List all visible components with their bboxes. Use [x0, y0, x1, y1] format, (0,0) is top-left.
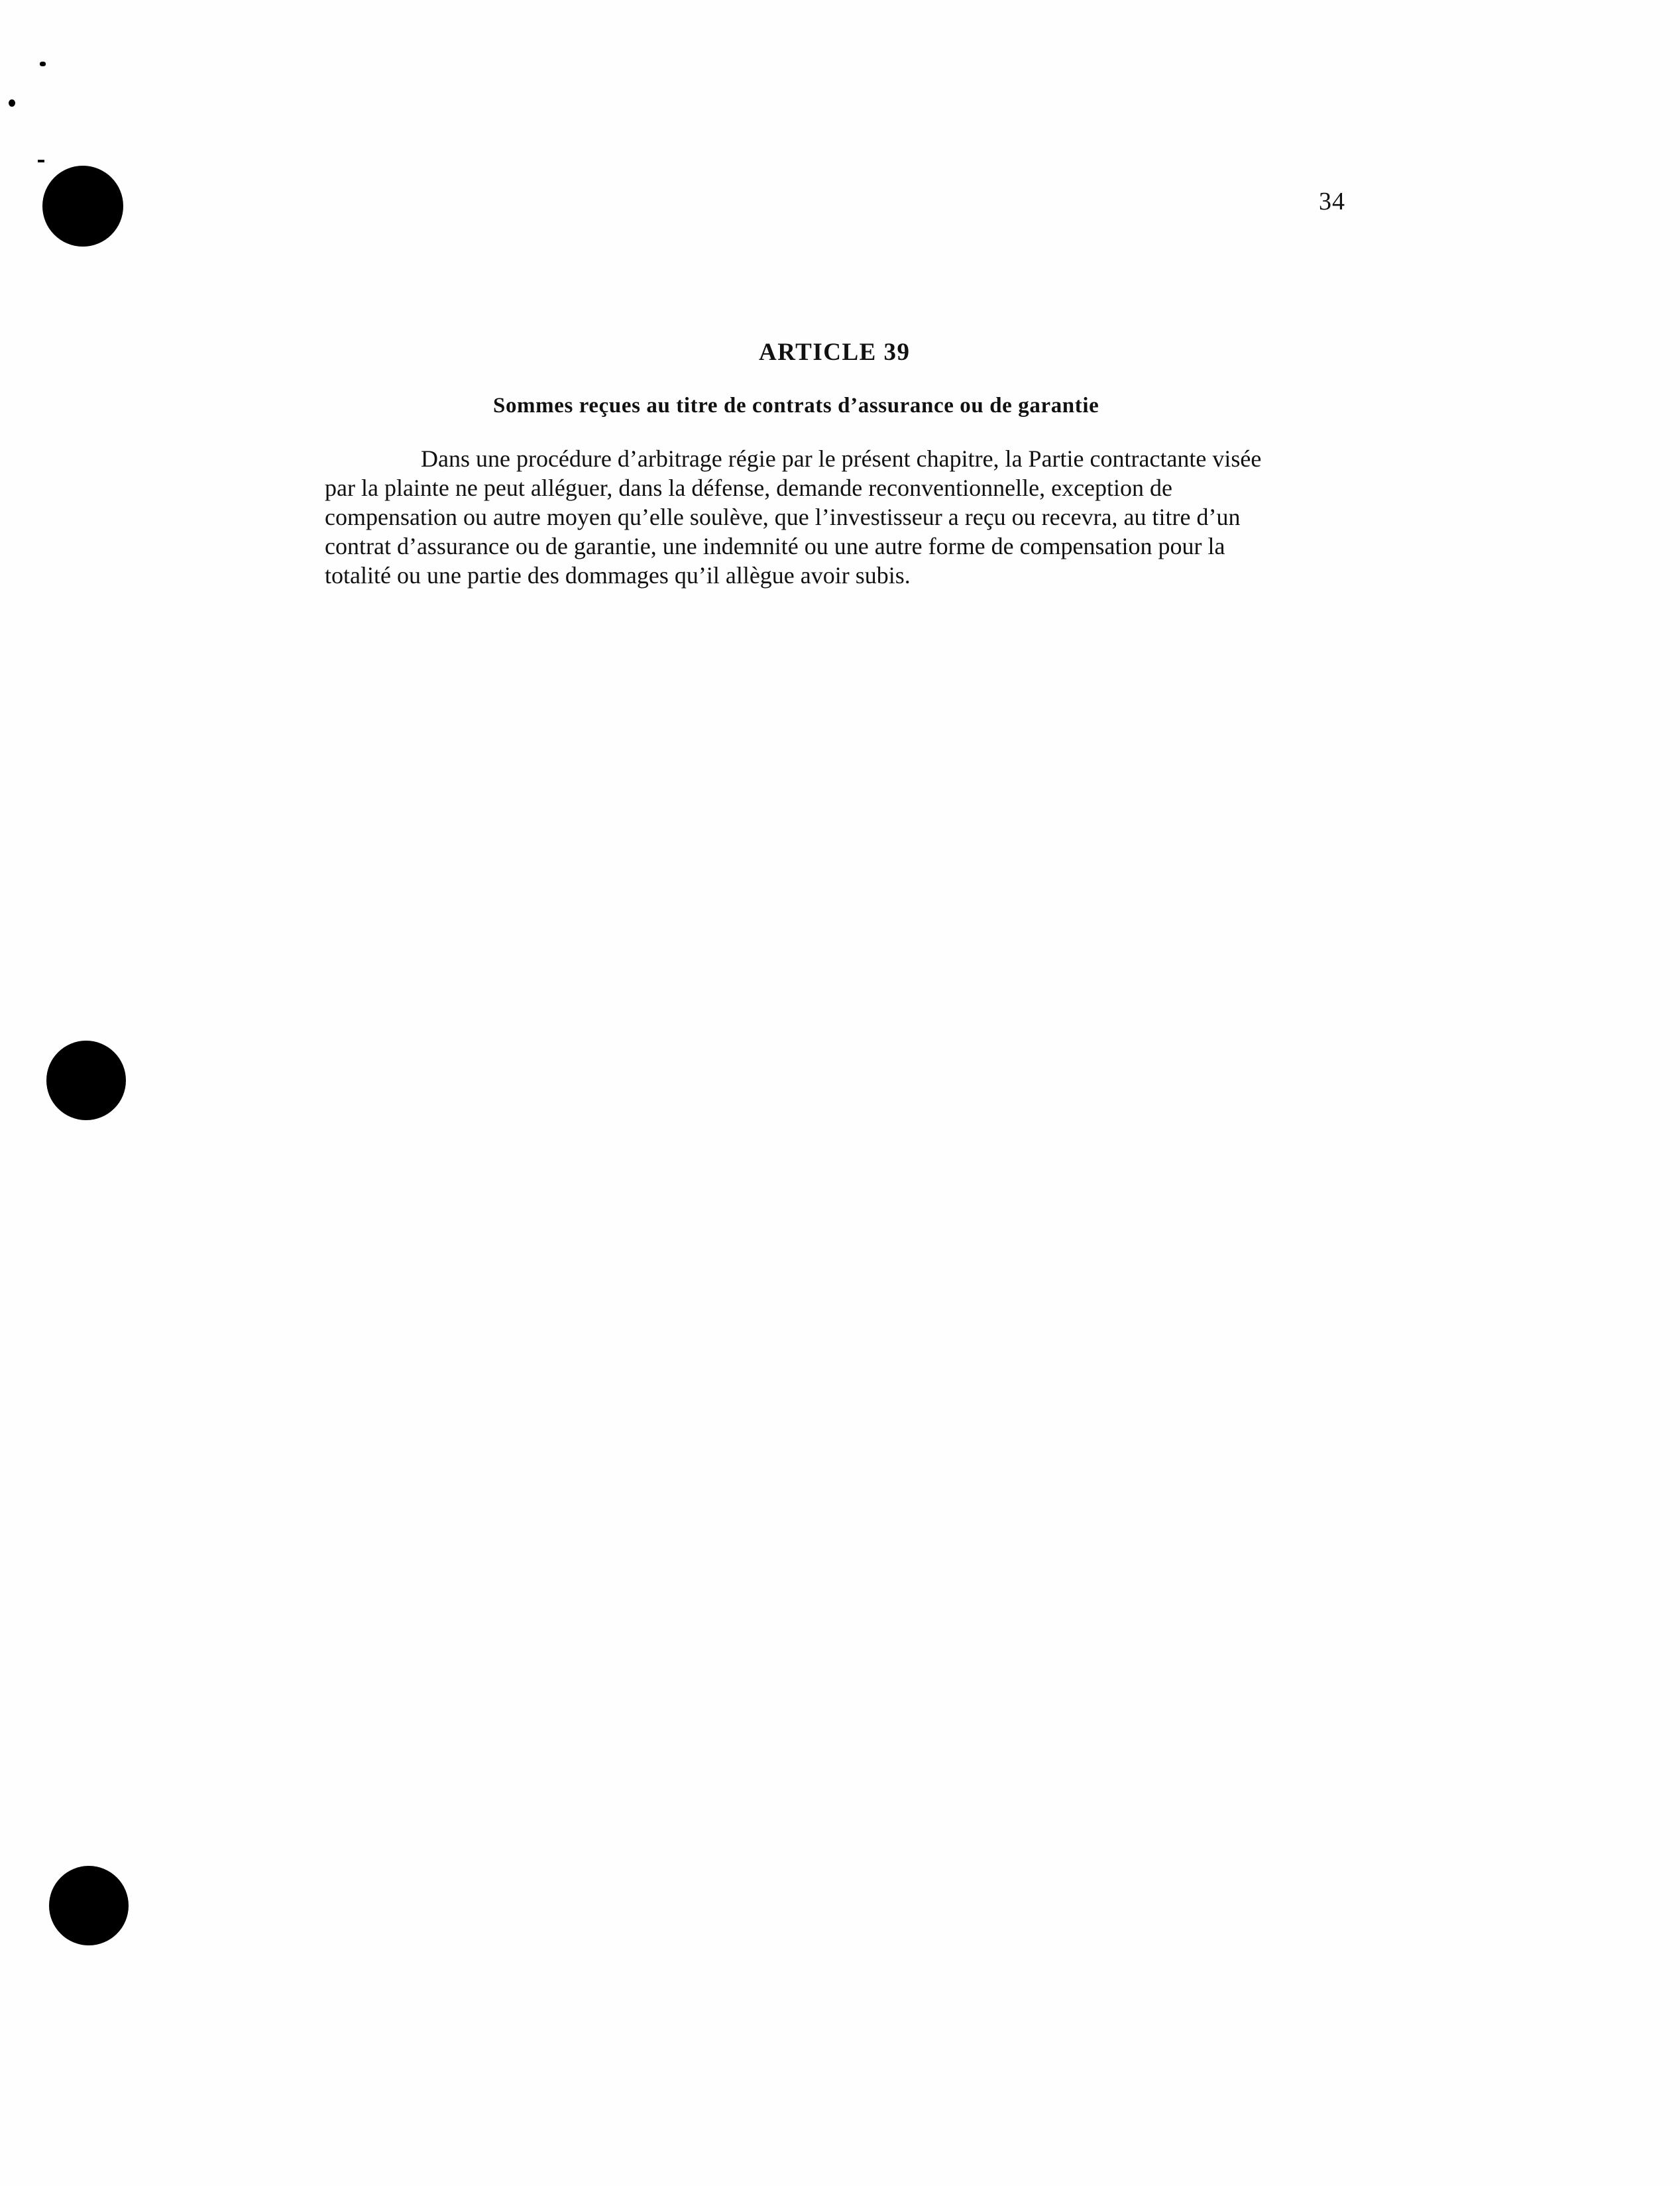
body-line: compensation ou autre moyen qu’elle soulève, que l’investisseur a reçu ou recevra, au titre d’un	[325, 504, 1241, 530]
scan-speck	[38, 160, 44, 162]
scan-speck	[40, 62, 46, 66]
article-title: Sommes reçues au titre de contrats d’assurance ou de garantie	[493, 394, 1099, 418]
body-line: totalité ou une partie des dommages qu’il allègue avoir subis.	[325, 562, 911, 589]
punch-hole-middle	[46, 1041, 126, 1120]
punch-hole-top	[42, 166, 123, 247]
article-heading: ARTICLE 39	[759, 339, 911, 366]
body-line: par la plainte ne peut alléguer, dans la défense, demande reconventionnelle, exception de	[325, 475, 1173, 501]
page-number: 34	[1319, 188, 1345, 215]
body-line: contrat d’assurance ou de garantie, une indemnité ou une autre forme de compensation pour la	[325, 533, 1225, 559]
punch-hole-bottom	[49, 1866, 129, 1945]
article-body	[325, 444, 1345, 590]
scan-speck	[9, 99, 15, 107]
body-line: Dans une procédure d’arbitrage régie par le présent chapitre, la Partie contractante visée	[421, 445, 1262, 472]
